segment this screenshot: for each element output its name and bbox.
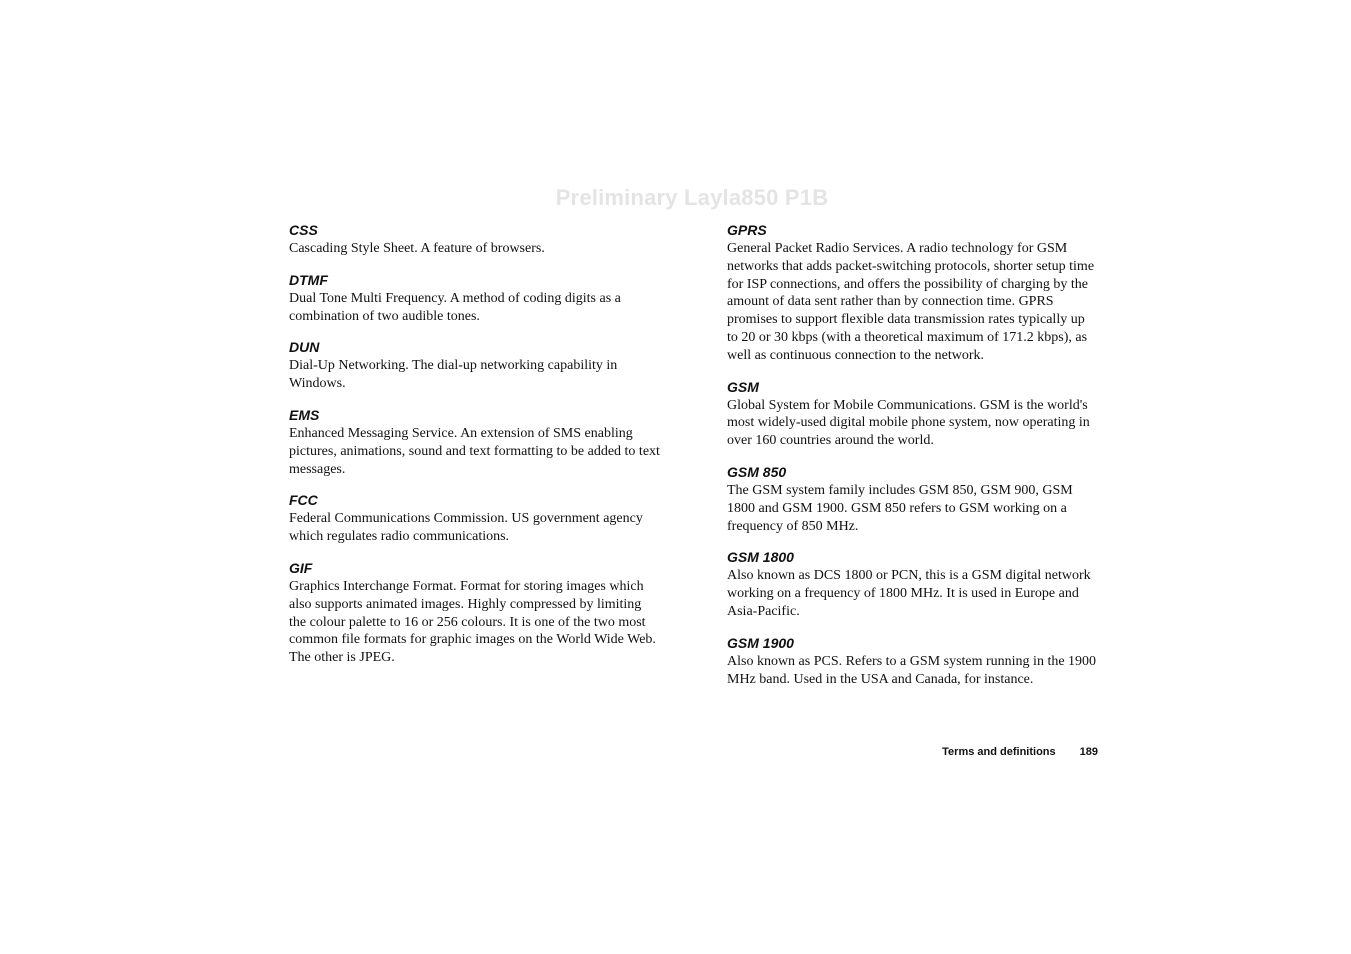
glossary-entry — [727, 379, 1099, 450]
term-title: GSM 850 — [727, 463, 787, 480]
term-definition: The GSM system family includes GSM 850, GSM 900, GSM 1800 and GSM 1900. GSM 850 refers to GSM working on a frequency of 850 MHz. — [727, 482, 1073, 534]
term-title: DUN — [289, 339, 320, 356]
term-title: EMS — [289, 406, 320, 423]
glossary-entry — [289, 492, 661, 546]
glossary-entry — [289, 339, 661, 393]
term-definition: Global System for Mobile Communications. GSM is the world's most widely-used digital mobile phone system, now operating in over 160 countries around the world. — [727, 397, 1090, 449]
glossary-entry — [289, 272, 661, 326]
glossary-entry — [727, 464, 1099, 535]
term-title: DTMF — [289, 271, 328, 288]
glossary-entry — [727, 222, 1099, 365]
term-title: CSS — [289, 222, 318, 238]
term-definition: General Packet Radio Services. A radio technology for GSM networks that adds packet-switching protocols, shorter setup time for ISP connections, and offers the possibility of charging by the amount of data sent rather than by connection time. GPRS promises to support flexible data transmission rates typically up to 20 or 30 kbps (with a theoretical maximum of 171.2 kbps), as well as continuous connection to the network. — [727, 241, 1095, 363]
page-footer — [942, 746, 1098, 758]
term-definition: Also known as PCS. Refers to a GSM system running in the 1900 MHz band. Used in the USA and Canada, for instance. — [727, 653, 1097, 687]
term-title: GSM — [727, 378, 759, 395]
term-definition: Dial-Up Networking. The dial-up networking capability in Windows. — [289, 358, 618, 392]
term-title: GSM 1900 — [727, 634, 794, 651]
term-definition: Dual Tone Multi Frequency. A method of coding digits as a combination of two audible tones. — [289, 290, 621, 324]
right-column — [727, 222, 1099, 688]
page-number: 189 — [1079, 746, 1098, 758]
term-definition: Enhanced Messaging Service. An extension of SMS enabling pictures, animations, sound and text formatting to be added to text messages. — [289, 425, 660, 477]
glossary-entry — [727, 635, 1099, 689]
glossary-entry — [289, 407, 661, 478]
glossary-entry — [289, 560, 661, 667]
glossary-entry — [727, 549, 1099, 620]
watermark: Preliminary Layla850 P1B — [555, 185, 829, 210]
term-definition: Graphics Interchange Format. Format for storing images which also supports animated images. Highly compressed by limiting the colour palette to 16 or 256 colours. It is one of the two most common file formats for graphic images on the World Wide Web. The other is JPEG. — [289, 578, 656, 666]
term-definition: Federal Communications Commission. US government agency which regulates radio communications. — [289, 511, 643, 545]
term-title: GSM 1800 — [727, 549, 794, 566]
term-title: GIF — [289, 559, 313, 576]
footer-section-title: Terms and definitions — [942, 746, 1056, 758]
term-definition: Cascading Style Sheet. A feature of browsers. — [289, 241, 545, 256]
term-definition: Also known as DCS 1800 or PCN, this is a GSM digital network working on a frequency of 1800 MHz. It is used in Europe and Asia-Pacific. — [727, 568, 1091, 619]
term-title: FCC — [289, 492, 318, 509]
left-column — [289, 222, 661, 667]
term-title: GPRS — [727, 222, 767, 238]
glossary-entry — [289, 222, 661, 258]
